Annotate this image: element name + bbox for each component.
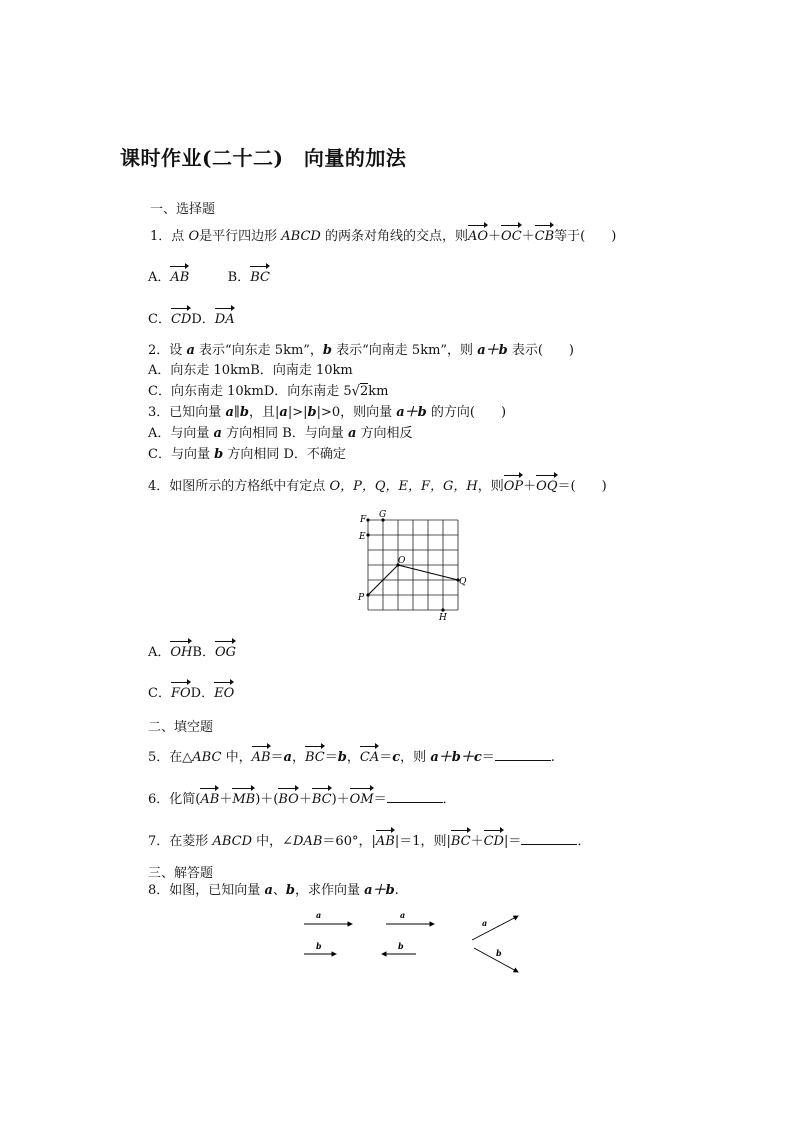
option-D-vector: DA: [214, 312, 235, 327]
fig3-label-a: a: [482, 918, 488, 928]
question-3: 3．已知向量 a∥b，且|a|>|b|>0，则向量 a＋b 的方向( ): [148, 405, 507, 420]
question-2-options-ab: A．向东走 10kmB．向南走 10km: [148, 363, 353, 378]
question-3-options-ab: A．与向量 a 方向相同 B．与向量 a 方向相反: [148, 426, 413, 441]
question-4: 4．如图所示的方格纸中有定点 O，P，Q，E，F，G，H，则OP＋OQ＝( ): [148, 479, 607, 494]
label-H: H: [439, 613, 447, 623]
option-C-vector: FO: [170, 686, 191, 701]
option-B-vector: BC: [250, 270, 270, 285]
label-P: P: [358, 593, 365, 603]
section-choice-heading: 一、选择题: [150, 202, 216, 217]
question-4-options-ab: A．OHB．OG: [148, 645, 236, 660]
question-3-options-cd: C．与向量 b 方向相同 D．不确定: [148, 447, 346, 462]
answer-blank-6[interactable]: [387, 790, 443, 803]
option-B-vector: OG: [214, 645, 236, 660]
question-5: 5．在△ABC 中，AB＝a，BC＝b，CA＝c，则 a＋b＋c＝ .: [148, 750, 555, 765]
label-F: F: [360, 515, 367, 525]
fig3-vector-a: [472, 916, 518, 940]
vector-CB: CB: [534, 229, 555, 244]
fig1-label-a: a: [316, 910, 322, 920]
fig3-label-b: b: [496, 948, 502, 958]
option-C-vector: CD: [170, 312, 192, 327]
question-2: 2．设 a 表示“向东走 5km”，b 表示“向南走 5km”，则 a＋b 表示( ): [148, 343, 575, 358]
question-8: 8．如图，已知向量 a、b，求作向量 a＋b.: [148, 883, 399, 898]
vector-AO: AO: [467, 229, 489, 244]
label-O: O: [398, 556, 406, 566]
question-1-options-cd: C．CDD．DA: [148, 312, 235, 327]
answer-blank-5[interactable]: [495, 748, 551, 761]
sqrt-symbol: √: [351, 383, 360, 400]
section-fill-heading: 二、填空题: [148, 720, 214, 735]
question-1-options-ab: A．AB B．BC: [148, 270, 270, 285]
question-6: 6．化简(AB＋MB)＋(BO＋BC)＋OM＝ ．: [148, 792, 456, 807]
option-A-vector: AB: [170, 270, 190, 285]
page-title: 课时作业(二十二) 向量的加法: [120, 146, 407, 170]
grid-lines: [368, 520, 458, 610]
label-G: G: [379, 510, 387, 520]
vector-OQ: OQ: [536, 479, 558, 494]
grid-figure: [352, 508, 476, 626]
question-7: 7．在菱形 ABCD 中，∠DAB＝60°，|AB|＝1，则|BC＋CD|＝ ．: [148, 834, 591, 849]
fig2-label-a: a: [400, 910, 406, 920]
answer-blank-7[interactable]: [521, 832, 577, 845]
label-E: E: [359, 532, 366, 542]
label-Q: Q: [459, 577, 467, 587]
question-2-options-cd: C．向东南走 10kmD．向东南走 5√2km: [148, 383, 388, 401]
vector-OP: OP: [503, 479, 524, 494]
fig2-label-b: b: [398, 941, 404, 951]
fig1-label-b: b: [316, 941, 322, 951]
option-A-vector: OH: [170, 645, 193, 660]
question-1: 1．点 O是平行四边形 ABCD 的两条对角线的交点，则AO＋OC＋CB等于( ): [150, 229, 617, 244]
vector-OC: OC: [501, 229, 522, 244]
vector-figures: [296, 906, 536, 978]
question-4-options-cd: C．FOD．EO: [148, 686, 235, 701]
section-solve-heading: 三、解答题: [148, 866, 214, 881]
option-D-vector: EO: [214, 686, 235, 701]
